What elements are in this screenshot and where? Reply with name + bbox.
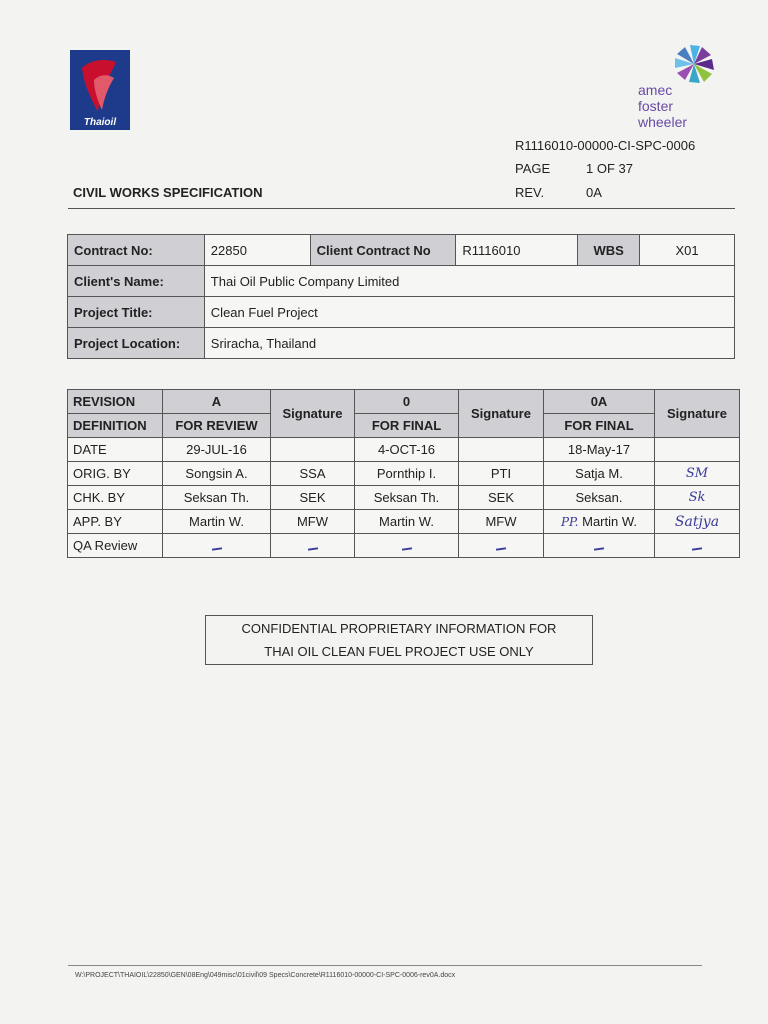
chk-by-name: Seksan Th.: [355, 486, 459, 510]
dash-mark-icon: [692, 547, 702, 550]
revision-code: A: [163, 390, 271, 414]
revision-value: 0A: [586, 185, 602, 200]
document-title: CIVIL WORKS SPECIFICATION: [73, 185, 263, 200]
orig-by-name: Songsin A.: [163, 462, 271, 486]
contract-no-value: 22850: [204, 235, 310, 266]
chk-by-signature: SEK: [271, 486, 355, 510]
date-row: [68, 438, 740, 462]
confidential-line-1: CONFIDENTIAL PROPRIETARY INFORMATION FOR: [241, 621, 557, 636]
client-contract-no-value: R1116010: [456, 235, 578, 266]
qa-mark: [655, 534, 740, 558]
confidential-line-2: THAI OIL CLEAN FUEL PROJECT USE ONLY: [264, 644, 534, 659]
orig-by-name: Pornthip I.: [355, 462, 459, 486]
app-by-signature: MFW: [271, 510, 355, 534]
revision-label: REVISION: [68, 390, 163, 414]
app-by-name: Martin W.: [582, 514, 638, 529]
dash-mark-icon: [496, 547, 506, 550]
client-name-row: [68, 266, 735, 297]
orig-by-name: Satja M.: [544, 462, 655, 486]
wbs-value: X01: [640, 235, 735, 266]
dash-mark-icon: [594, 547, 604, 550]
chk-by-label: CHK. BY: [68, 486, 163, 510]
client-name-label: Client's Name:: [68, 266, 205, 297]
empty-cell: [459, 438, 544, 462]
dash-mark-icon: [401, 547, 411, 550]
chk-by-handwritten-signature: Sk: [655, 486, 740, 510]
qa-mark: [271, 534, 355, 558]
page-value: 1 OF 37: [586, 161, 633, 176]
definition-label: DEFINITION: [68, 414, 163, 438]
qa-mark: [355, 534, 459, 558]
chk-by-name: Seksan.: [544, 486, 655, 510]
definition-value: FOR REVIEW: [163, 414, 271, 438]
pp-prefix-handwritten: PP.: [560, 515, 579, 529]
app-by-name: Martin W.: [163, 510, 271, 534]
date-value: 18-May-17: [544, 438, 655, 462]
client-contract-no-label: Client Contract No: [310, 235, 456, 266]
revision-code: 0: [355, 390, 459, 414]
dash-mark-icon: [307, 547, 317, 550]
empty-cell: [655, 438, 740, 462]
empty-cell: [271, 438, 355, 462]
checked-by-row: [68, 486, 740, 510]
chk-by-signature: SEK: [459, 486, 544, 510]
amec-foster-wheeler-logo: [630, 44, 730, 130]
approved-by-row: [68, 510, 740, 534]
project-location-value: Sriracha, Thailand: [204, 328, 734, 359]
thaioil-logo: [70, 50, 130, 130]
revision-table: [67, 389, 740, 558]
qa-mark: [544, 534, 655, 558]
contract-row: [68, 235, 735, 266]
qa-mark: [163, 534, 271, 558]
amec-logo-text: amec foster wheeler: [638, 82, 688, 130]
page-label: PAGE: [515, 161, 551, 176]
orig-by-signature: PTI: [459, 462, 544, 486]
signature-header: Signature: [459, 390, 544, 438]
wbs-label: WBS: [578, 235, 640, 266]
app-by-handwritten-signature: Satjya: [655, 510, 740, 534]
date-value: 4-OCT-16: [355, 438, 459, 462]
revision-code: 0A: [544, 390, 655, 414]
orig-by-signature: SSA: [271, 462, 355, 486]
footer-divider: [68, 965, 702, 966]
app-by-label: APP. BY: [68, 510, 163, 534]
app-by-name-cell: [544, 510, 655, 534]
project-location-label: Project Location:: [68, 328, 205, 359]
definition-value: FOR FINAL: [544, 414, 655, 438]
project-location-row: [68, 328, 735, 359]
orig-by-label: ORIG. BY: [68, 462, 163, 486]
app-by-name: Martin W.: [355, 510, 459, 534]
project-title-value: Clean Fuel Project: [204, 297, 734, 328]
contract-no-label: Contract No:: [68, 235, 205, 266]
confidential-notice: [205, 615, 593, 665]
chk-by-name: Seksan Th.: [163, 486, 271, 510]
document-number: R1116010-00000-CI-SPC-0006: [515, 138, 696, 153]
dash-mark-icon: [211, 547, 221, 550]
app-by-signature: MFW: [459, 510, 544, 534]
header-divider: [68, 208, 735, 209]
orig-by-handwritten-signature: SM: [655, 462, 740, 486]
signature-header: Signature: [271, 390, 355, 438]
project-title-label: Project Title:: [68, 297, 205, 328]
project-info-table: [67, 234, 735, 359]
definition-row: [68, 414, 740, 438]
client-name-value: Thai Oil Public Company Limited: [204, 266, 734, 297]
revision-row: [68, 390, 740, 414]
revision-label: REV.: [515, 185, 545, 200]
date-label: DATE: [68, 438, 163, 462]
project-title-row: [68, 297, 735, 328]
definition-value: FOR FINAL: [355, 414, 459, 438]
originated-by-row: [68, 462, 740, 486]
date-value: 29-JUL-16: [163, 438, 271, 462]
thaioil-logo-text: Thaioil: [83, 117, 117, 128]
qa-review-label: QA Review: [68, 534, 163, 558]
qa-review-row: [68, 534, 740, 558]
file-path: W:\PROJECT\THAIOIL\22850\GEN\08Eng\049misc\01civil\09 Specs\Concrete\R1116010-00000-CI-SPC-0006-rev0A.docx: [75, 972, 456, 979]
qa-mark: [459, 534, 544, 558]
signature-header: Signature: [655, 390, 740, 438]
